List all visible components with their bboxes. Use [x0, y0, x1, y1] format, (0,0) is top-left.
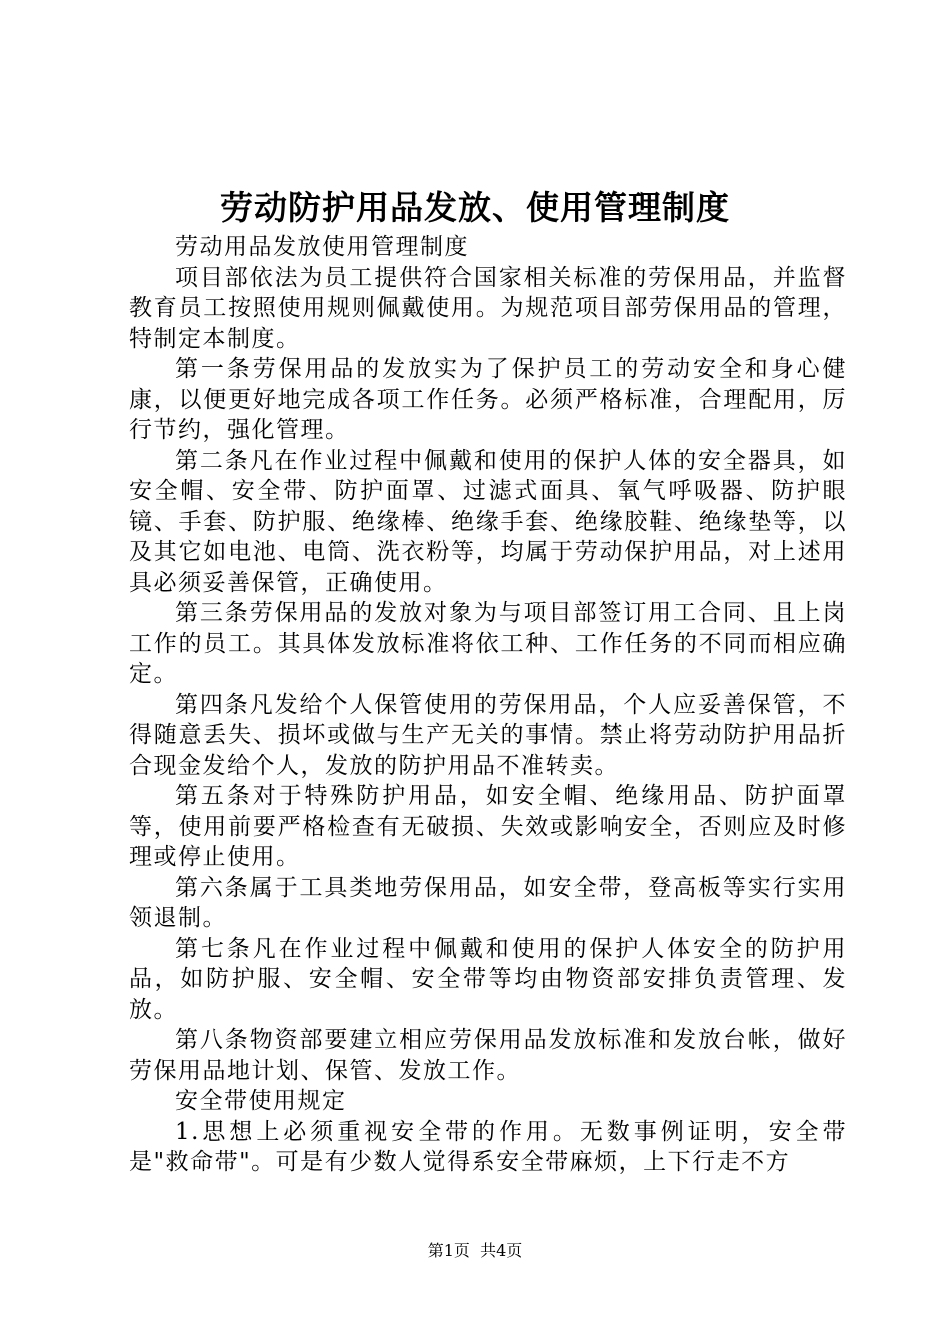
paragraph-article-4: 第四条凡发给个人保管使用的劳保用品，个人应妥善保管，不得随意丢失、损坏或做与生产无关的事情。禁止将劳动防护用品折合现金发给个人，发放的防护用品不准转卖。 [129, 691, 847, 779]
paragraph-article-6: 第六条属于工具类地劳保用品，如安全带，登高板等实行实用领退制。 [129, 874, 847, 931]
paragraph-article-3: 第三条劳保用品的发放对象为与项目部签订用工合同、且上岗工作的员工。其具体发放标准将依工种、工作任务的不同而相应确定。 [129, 600, 847, 687]
document-body [129, 232, 847, 1178]
paragraph-article-1: 第一条劳保用品的发放实为了保护员工的劳动安全和身心健康，以便更好地完成各项工作任务。必须严格标准，合理配用，厉行节约，强化管理。 [129, 356, 847, 443]
paragraph-article-5: 第五条对于特殊防护用品，如安全帽、绝缘用品、防护面罩等，使用前要严格检查有无破损、失效或影响安全，否则应及时修理或停止使用。 [129, 783, 847, 870]
paragraph-article-7: 第七条凡在作业过程中佩戴和使用的保护人体安全的防护用品，如防护服、安全帽、安全带等均由物资部安排负责管理、发放。 [129, 935, 847, 1023]
paragraph-article-2: 第二条凡在作业过程中佩戴和使用的保护人体的安全器具，如安全帽、安全带、防护面罩、过滤式面具、氧气呼吸器、防护眼镜、手套、防护服、绝缘棒、绝缘手套、绝缘胶鞋、绝缘垫等，以及其它如电池、电筒、洗衣粉等，均属于劳动保护用品，对上述用具必须妥善保管，正确使用。 [129, 447, 847, 596]
paragraph-safety-belt-1: 1.思想上必须重视安全带的作用。无数事例证明，安全带是"救命带"。可是有少数人觉得系安全带麻烦，上下行走不方 [129, 1118, 847, 1175]
section-heading-safety-belt: 安全带使用规定 [175, 1088, 347, 1114]
paragraph-intro: 项目部依法为员工提供符合国家相关标准的劳保用品，并监督教育员工按照使用规则佩戴使用。为规范项目部劳保用品的管理，特制定本制度。 [129, 264, 847, 352]
paragraph-subtitle: 劳动用品发放使用管理制度 [175, 234, 469, 260]
document-title: 劳动防护用品发放、使用管理制度 [220, 188, 730, 227]
page-footer: 第1页 共4页 [427, 1241, 523, 1260]
paragraph-article-8: 第八条物资部要建立相应劳保用品发放标准和发放台帐，做好劳保用品地计划、保管、发放工作。 [129, 1027, 847, 1084]
